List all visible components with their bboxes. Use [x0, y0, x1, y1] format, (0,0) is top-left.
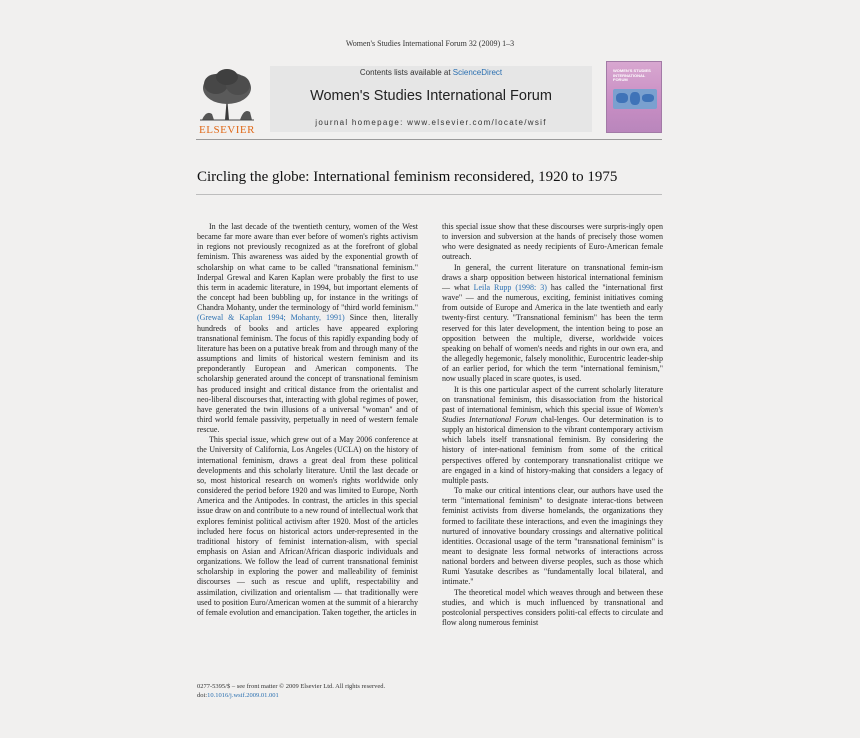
- cover-title: WOMEN'S STUDIES INTERNATIONAL FORUM: [613, 68, 651, 82]
- journal-cover-thumbnail[interactable]: [606, 61, 662, 133]
- title-divider: [196, 194, 662, 195]
- paragraph: In general, the current literature on transnational femin-ism draws a sharp opposition between historical international feminism — what Leila Rupp (1998: 3) has called the "international first wave" — and the numerous, exciting, feminist initiatives coming from outside of Europe and America in the late twentieth and early twenty-first century. "Transnational feminism" has been the term reserved for this later development, the intention being to pose an opposition between the multiple, diverse, worldwide voices speaking on behalf of women's needs and rights in our own era, and the allegedly hegemonic, falsely monolithic, Eurocentric leader-ship of an earlier period, for which the term "international feminism," now usually placed in scare quotes, is used.: [442, 262, 664, 384]
- paragraph: this special issue show that these discourses were surpris-ingly open to inversion and subversion at the hands of precisely those women who were designated as needy recipients of Euro-American female outreach.: [442, 222, 663, 262]
- journal-header-box: [270, 66, 592, 132]
- citation-link[interactable]: (Grewal & Kaplan 1994; Mohanty, 1991): [197, 313, 345, 323]
- paragraph: In the last decade of the twentieth century, women of the West became far more aware than ever before of women's rights activism in regions not previously recognized as at the forefront of global feminism. This awareness was aided by the exponential growth of scholarship on what came to be called "transnational feminism." Inderpal Grewal and Karen Kaplan were probably the first to use this term in academic literature, in 1994, but important elements of the concept had been bubbling up, for instance in the writings of Chandra Mohanty, under the terminology of "third world feminism." (Grewal & Kaplan 1994; Mohanty, 1991) Since then, literally hundreds of books and articles have appeared exploring transnational feminism. The focus of this rapidly expanding body of literature has been on a putative break from and through many of the assumptions and limits of historical western feminism and its preponderantly European and American components. The scholarship generated around the concept of transnational feminism has produced insight and critical distance from the orientalist and neo-liberal discourses that, interacting with global regimes of power, have generated the twin illusions of a universal "woman" and of third world female passivity, perpetually in need of western female rescue.: [197, 222, 418, 435]
- article-title: Circling the globe: International feminism reconsidered, 1920 to 1975: [197, 169, 618, 185]
- running-head: Women's Studies International Forum 32 (2009) 1–3: [345, 39, 515, 48]
- doi-link[interactable]: 10.1016/j.wsif.2009.01.001: [207, 692, 279, 699]
- contents-availability: [270, 68, 592, 77]
- journal-title: Women's Studies International Forum: [310, 88, 552, 104]
- paragraph: To make our critical intentions clear, our authors have used the term "international feminism" to designate interac-tions between feminist activists from diverse homelands, the organizations they formed to facilitate these interactions, and even the imaginings they nurtured of innovative boundary crossings and alternative political identities. Occasional usage of the term "transnational feminism" is meant to designate less formal networks of interactions across national borders and between diverse peoples, such as those which Rumi Yasutake describes as "fundamentally local bilateral, and intimate.": [442, 486, 663, 587]
- right-column: [442, 222, 663, 628]
- contents-prefix: Contents lists available at: [359, 68, 451, 77]
- sciencedirect-link[interactable]: ScienceDirect: [452, 68, 503, 77]
- paragraph: This special issue, which grew out of a May 2006 conference at the University of California, Los Angeles (UCLA) on the history of international feminism, draws a great deal from these political developments and this scholarly literature. Until the last decade or so, most historical research on women's rights worldwide only considered the period before 1920 and was limited to Europe, North America and the Antipodes. In contrast, the articles in this special issue draw on and contribute to a new round of intellectual work that explores feminist political activism after 1920. Most of the articles included here focus on historical actors under-represented in the traditional history of feminist internation-alism, with special emphasis on Asian and African/African diasporic individuals and organizations. We follow the lead of current transnational feminist scholarship in exploring the power and malleability of feminist discourses — such as rescue and uplift, respectability and assimilation, civilization and orientalism — that traditionally were used to position Euro/American women at the summit of a hierarchy of female evolution and emancipation. Taken together, the articles in: [197, 435, 418, 617]
- copyright-line: 0277-5395/$ – see front matter © 2009 Elsevier Ltd. All rights reserved.: [197, 683, 386, 690]
- left-column: [197, 222, 418, 618]
- world-map-icon: [613, 89, 657, 109]
- journal-homepage[interactable]: journal homepage: www.elsevier.com/locate/wsif: [315, 118, 547, 127]
- front-matter-footnote: [197, 682, 385, 700]
- doi-line: doi:10.1016/j.wsif.2009.01.001: [197, 692, 279, 699]
- citation-link[interactable]: Leila Rupp (1998: 3): [473, 282, 547, 292]
- header-divider: [196, 139, 662, 140]
- elsevier-wordmark[interactable]: ELSEVIER: [199, 124, 255, 136]
- paragraph: It is this one particular aspect of the current scholarly literature on transnational feminism, this disassociation from the historical past of international feminism, which this special issue of Women's Studies International Forum chal-lenges. Our determination is to supply an historical dimension to the vibrant contemporary activism which labels itself transnational feminism. By considering the history of inter-national feminism from some of the critical perspectives offered by contemporary transnationalist critique we are engaged in a kind of history-making that considers a legacy of multiple pasts.: [442, 384, 664, 485]
- paragraph: The theoretical model which weaves through and between these studies, and which is much influenced by transnational and postcolonial perspectives considers politi-cal effects to circulate and flow along numerous feminist: [442, 587, 663, 628]
